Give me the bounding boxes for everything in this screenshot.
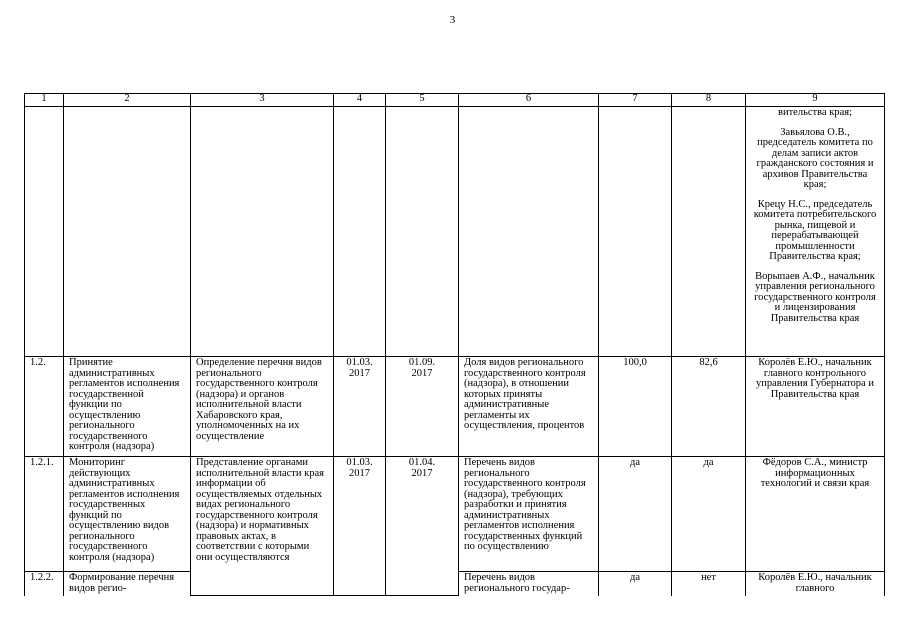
header-cell: 1 <box>25 94 64 107</box>
cell-empty <box>64 107 191 357</box>
row-number: 1.2. <box>25 357 64 457</box>
cell-empty <box>672 107 746 357</box>
end-date-cell: 01.04. 2017 <box>386 457 459 596</box>
header-cell: 4 <box>334 94 386 107</box>
continued-row <box>25 107 885 357</box>
indicator-cell: Перечень видов регионального государ- <box>459 572 599 596</box>
header-cell: 9 <box>746 94 885 107</box>
base-value-cell: 100,0 <box>599 357 672 457</box>
end-date-cell: 01.09. 2017 <box>386 357 459 457</box>
base-value-cell: да <box>599 457 672 572</box>
cell-empty <box>334 107 386 357</box>
responsible-cell: Королёв Е.Ю., начальник главного <box>746 572 885 596</box>
table-row <box>25 457 885 572</box>
header-cell: 2 <box>64 94 191 107</box>
cell-empty <box>599 107 672 357</box>
start-date-cell: 01.03. 2017 <box>334 457 386 596</box>
indicator-cell: Доля видов регионального государственного контроля (надзора), в отношении которых приняты административные регламенты их осуществления, процентов <box>459 357 599 457</box>
event-cell: Принятие административных регламентов исполнения государственной функции по осуществлению регионального государственного контроля (надзора) <box>64 357 191 457</box>
cell-empty <box>386 107 459 357</box>
result-cell: Определение перечня видов регионального государственного контроля (надзора) и органов исполнительной власти Хабаровского края, уполномоченных на их осуществление <box>191 357 334 457</box>
row-number: 1.2.1. <box>25 457 64 572</box>
table-row <box>25 357 885 457</box>
result-cell: Представление органами исполнительной власти края информации об осуществляемых отдельных видах регионального государственного контроля (надзора) и нормативных правовых актах, в соответствии с которыми они осуществляются <box>191 457 334 596</box>
indicator-cell: Перечень видов регионального государственного контроля (надзора), требующих разработки и принятия административных регламентов исполнения государственных функций по осуществлению <box>459 457 599 572</box>
cell-empty <box>25 107 64 357</box>
base-value-cell: да <box>599 572 672 596</box>
target-value-cell: нет <box>672 572 746 596</box>
column-numbers-row <box>25 94 885 107</box>
activities-table <box>24 93 885 596</box>
cell-empty <box>191 107 334 357</box>
cell-empty <box>459 107 599 357</box>
responsible-text: Завьялова О.В., председатель комитета по делам записи актов гражданского состояния и архивов Правительства края; <box>756 126 874 190</box>
responsible-cell <box>746 107 885 357</box>
responsible-text: вительства края; <box>778 107 852 118</box>
header-cell: 6 <box>459 94 599 107</box>
page-number: 3 <box>449 14 456 26</box>
event-cell: Мониторинг действующих административных регламентов исполнения государственных функций по осуществлению видов регионального государственного контроля (надзора) <box>64 457 191 572</box>
responsible-cell: Фёдоров С.А., министр информационных технологий и связи края <box>746 457 885 572</box>
start-date-cell: 01.03. 2017 <box>334 357 386 457</box>
event-cell: Формирование перечня видов регио- <box>64 572 191 596</box>
header-cell: 7 <box>599 94 672 107</box>
responsible-text: Ворыпаев А.Ф., начальник управления регионального государственного контроля и лицензирования Правительства края <box>754 270 876 324</box>
header-cell: 5 <box>386 94 459 107</box>
row-number: 1.2.2. <box>25 572 64 596</box>
target-value-cell: 82,6 <box>672 357 746 457</box>
target-value-cell: да <box>672 457 746 572</box>
responsible-text: Крецу Н.С., председатель комитета потребительского рынка, пищевой и перерабатывающей промышленности Правительства края; <box>753 198 877 262</box>
header-cell: 8 <box>672 94 746 107</box>
header-cell: 3 <box>191 94 334 107</box>
responsible-cell: Королёв Е.Ю., начальник главного контрольного управления Губернатора и Правительства края <box>746 357 885 457</box>
